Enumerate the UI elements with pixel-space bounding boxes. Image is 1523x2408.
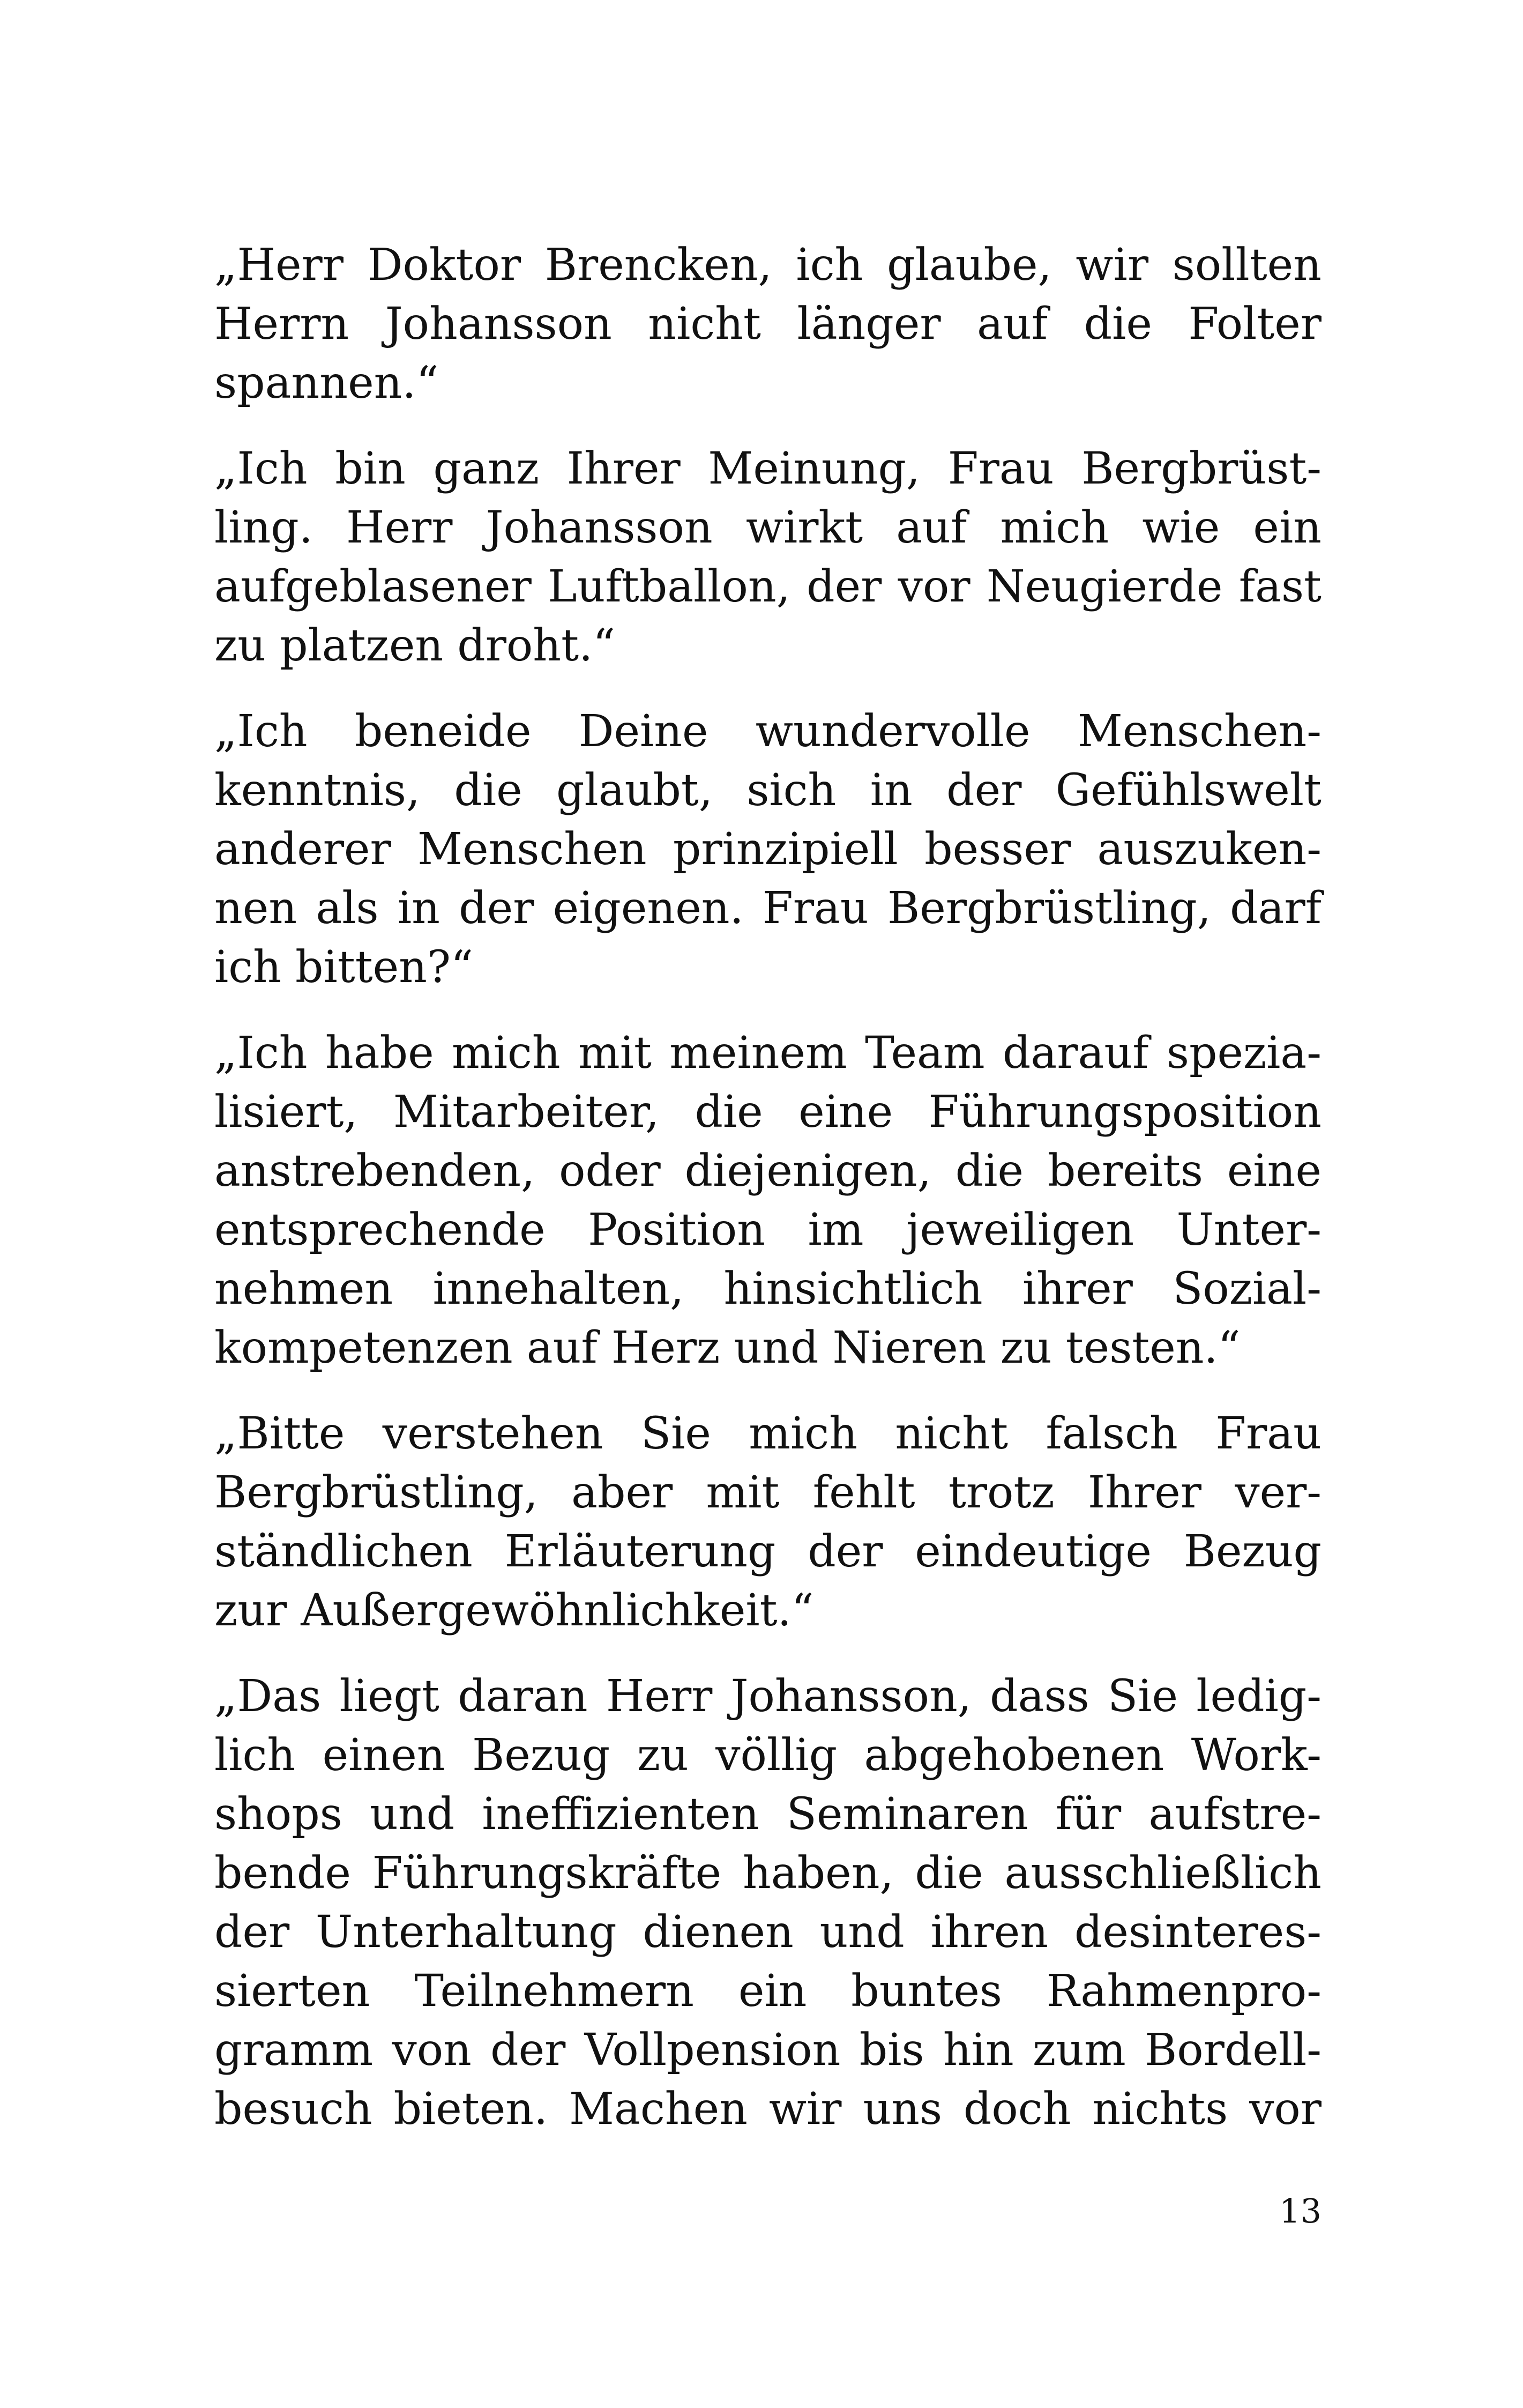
paragraph	[214, 702, 1322, 997]
text-line: lich einen Bezug zu völlig abgehobenen Work-	[214, 1730, 1322, 1781]
text-line: „Ich beneide Deine wundervolle Menschen-	[214, 706, 1322, 757]
text-line: „Ich bin ganz Ihrer Meinung, Frau Bergbrüst-	[214, 443, 1322, 494]
text-line: bende Führungskräfte haben, die ausschließlich	[214, 1848, 1322, 1899]
text-line: entsprechende Position im jeweiligen Unter-	[214, 1205, 1322, 1255]
text-line: der Unterhaltung dienen und ihren desinteres-	[214, 1907, 1322, 1958]
body-text	[214, 236, 1322, 2166]
text-line: „Ich habe mich mit meinem Team darauf spezia-	[214, 1028, 1322, 1079]
paragraph	[214, 1024, 1322, 1378]
text-line: „Das liegt daran Herr Johansson, dass Sie ledig-	[214, 1671, 1322, 1722]
text-line: kenntnis, die glaubt, sich in der Gefühlswelt	[214, 765, 1322, 816]
paragraph	[214, 1404, 1322, 1640]
text-line: ling. Herr Johansson wirkt auf mich wie ein	[214, 502, 1322, 553]
text-line: Herrn Johansson nicht länger auf die Folter	[214, 299, 1322, 350]
text-line: ständlichen Erläuterung der eindeutige Bezug	[214, 1526, 1322, 1577]
text-line: aufgeblasener Luftballon, der vor Neugierde fast	[214, 561, 1322, 612]
text-line: zu platzen droht.“	[214, 620, 616, 671]
text-line: kompetenzen auf Herz und Nieren zu testen.“	[214, 1322, 1241, 1373]
paragraph	[214, 440, 1322, 675]
text-line: shops und ineffizienten Seminaren für aufstre-	[214, 1789, 1322, 1840]
text-line: besuch bieten. Machen wir uns doch nichts vor	[214, 2084, 1322, 2135]
paragraph	[214, 236, 1322, 413]
text-line: spannen.“	[214, 358, 439, 408]
text-line: sierten Teilnehmern ein buntes Rahmenpro-	[214, 1966, 1322, 2017]
page-number: 13	[1279, 2191, 1322, 2231]
text-line: „Bitte verstehen Sie mich nicht falsch Frau	[214, 1408, 1322, 1459]
text-line: zur Außergewöhnlichkeit.“	[214, 1585, 814, 1636]
text-line: nen als in der eigenen. Frau Bergbrüstling, darf	[214, 883, 1322, 934]
paragraph	[214, 1667, 1322, 2139]
text-line: ich bitten?“	[214, 942, 473, 993]
text-line: gramm von der Vollpension bis hin zum Bordell-	[214, 2025, 1322, 2076]
text-line: lisiert, Mitarbeiter, die eine Führungsposition	[214, 1087, 1322, 1138]
text-line: Bergbrüstling, aber mit fehlt trotz Ihrer ver-	[214, 1467, 1322, 1518]
text-line: anstrebenden, oder diejenigen, die bereits eine	[214, 1146, 1322, 1196]
text-line: nehmen innehalten, hinsichtlich ihrer Sozial-	[214, 1264, 1322, 1314]
text-line: anderer Menschen prinzipiell besser auszuken-	[214, 824, 1322, 875]
text-line: „Herr Doktor Brencken, ich glaube, wir sollten	[214, 240, 1322, 291]
